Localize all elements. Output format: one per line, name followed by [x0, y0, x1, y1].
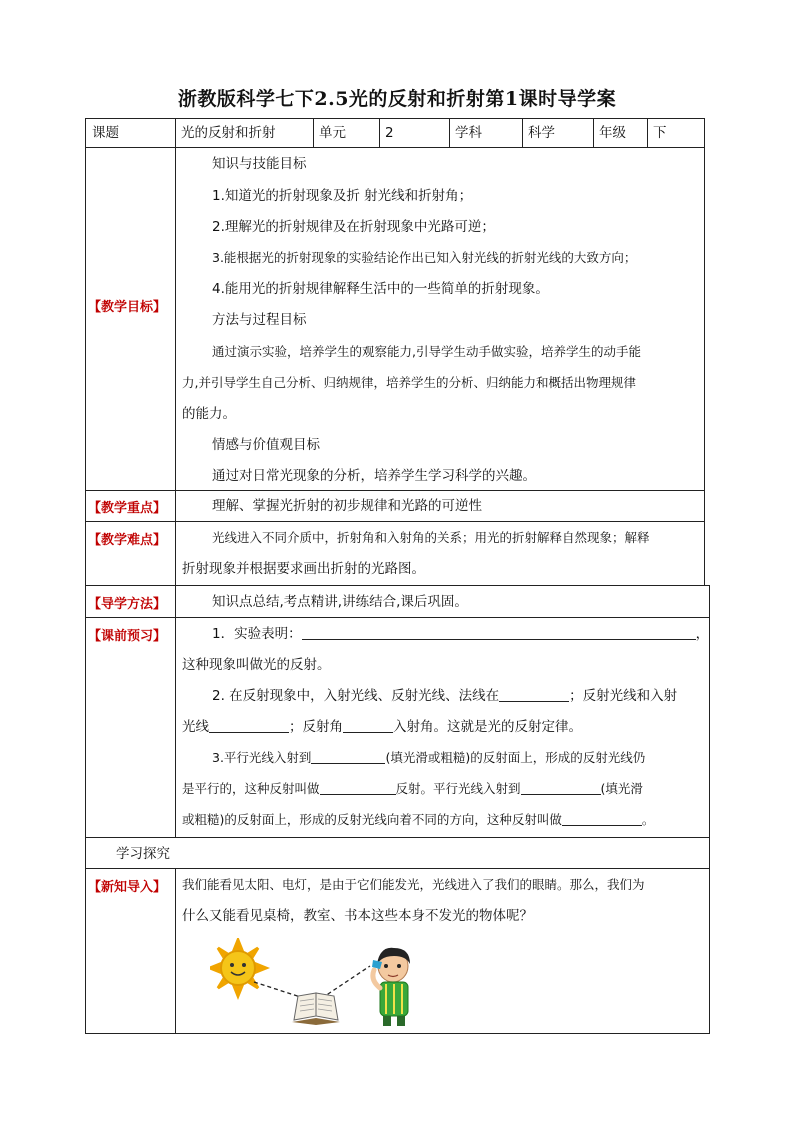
v-line: [593, 118, 594, 147]
preview-text: 2. 在反射现象中，入射光线、反射光线、法线在: [212, 688, 500, 704]
preview-text: (填光滑: [600, 781, 643, 796]
unit-key: 单元: [319, 125, 346, 141]
goals-line: 3.能根据光的折射现象的实验结论作出已知入射光线的折射光线的大致方向；: [212, 250, 637, 265]
discipline-key: 学科: [455, 125, 482, 141]
answer-blank[interactable]: [311, 749, 385, 764]
h-line: [85, 147, 704, 148]
answer-blank[interactable]: [320, 780, 396, 795]
preview-q2-cont: [182, 718, 582, 736]
v-line: [313, 118, 314, 147]
v-line: [704, 118, 705, 585]
sun-icon: [210, 940, 266, 996]
answer-blank[interactable]: [302, 625, 696, 640]
method-label: 【导学方法】: [88, 597, 167, 612]
goals-line: 1.知道光的折射现象及折 射光线和折射角；: [212, 188, 473, 204]
goals-line: 知识与技能目标: [212, 156, 307, 172]
goals-line: 的能力。: [182, 406, 236, 422]
goals-line: 情感与价值观目标: [212, 437, 320, 453]
answer-blank[interactable]: [562, 811, 642, 826]
goals-line: 4.能用光的折射规律解释生活中的一些简单的折射现象。: [212, 281, 549, 297]
preview-q3: [212, 749, 645, 767]
h-line: [85, 118, 704, 119]
goals-line: 通过演示实验，培养学生的观察能力,引导学生动手做实验，培养学生的动手能: [212, 344, 641, 359]
goals-line: 力,并引导学生自己分析、归纳规律，培养学生的分析、归纳能力和概括出物理规律: [182, 375, 636, 390]
h-line: [85, 585, 710, 586]
v-line: [175, 868, 176, 1034]
preview-text: 是平行的，这种反射叫做: [182, 781, 320, 796]
preview-text: 1．实验表明：: [212, 626, 302, 642]
answer-blank[interactable]: [521, 780, 601, 795]
h-line: [85, 868, 710, 869]
unit-value: 2: [385, 125, 394, 141]
v-line: [85, 118, 86, 1034]
v-line: [379, 118, 380, 147]
v-line: [449, 118, 450, 147]
preview-q1: [212, 625, 709, 643]
difficulty-line: 折射现象并根据要求画出折射的光路图。: [182, 561, 425, 577]
preview-q3-cont: [182, 780, 643, 798]
preview-text: 。: [641, 812, 655, 827]
preview-text: ；反射角: [289, 719, 343, 735]
h-line: [85, 490, 704, 491]
goals-line: 通过对日常光现象的分析，培养学生学习科学的兴趣。: [212, 468, 536, 484]
preview-q2: [212, 687, 677, 705]
answer-blank[interactable]: [343, 718, 393, 733]
v-line: [175, 118, 176, 837]
key-text: 理解、掌握光折射的初步规律和光路的可逆性: [212, 498, 482, 514]
goals-label: 【教学目标】: [88, 300, 167, 315]
preview-label: 【课前预习】: [88, 629, 167, 644]
h-line: [85, 617, 710, 618]
preview-text: (填光滑或粗糙)的反射面上，形成的反射光线仍: [385, 750, 646, 765]
answer-blank[interactable]: [209, 718, 289, 733]
v-line: [522, 118, 523, 147]
difficulty-label: 【教学难点】: [88, 533, 167, 548]
page-title: 浙教版科学七下2.5光的反射和折射第1课时导学案: [177, 88, 617, 110]
difficulty-line: 光线进入不同介质中，折射角和入射角的关系；用光的折射解释自然现象；解释: [212, 530, 650, 545]
discipline-value: 科学: [528, 125, 555, 141]
subject-key: 课题: [92, 125, 119, 141]
preview-text: 反射。平行光线入射到: [395, 781, 521, 796]
preview-q1-cont: 这种现象叫做光的反射。: [182, 657, 331, 673]
preview-text: 入射角。这就是光的反射定律。: [393, 719, 582, 735]
preview-text: ；反射光线和入射: [569, 688, 678, 704]
preview-text: ，: [695, 626, 710, 642]
v-line: [709, 585, 710, 1034]
reflection-illustration: [210, 938, 420, 1028]
answer-blank[interactable]: [499, 687, 569, 702]
preview-q3-cont2: [182, 811, 654, 829]
goals-line: 2.理解光的折射规律及在折射现象中光路可逆；: [212, 219, 495, 235]
intro-line: 我们能看见太阳、电灯，是由于它们能发光，光线进入了我们的眼睛。那么，我们为: [182, 877, 645, 892]
grade-key: 年级: [599, 125, 626, 141]
explore-heading: 学习探究: [116, 846, 170, 862]
intro-label: 【新知导入】: [88, 880, 167, 895]
h-line: [85, 521, 704, 522]
subject-value: 光的反射和折射: [181, 125, 276, 141]
method-text: 知识点总结,考点精讲,讲练结合,课后巩固。: [212, 594, 468, 610]
h-line: [85, 1033, 710, 1034]
boy-icon: [372, 948, 410, 1026]
h-line: [85, 837, 710, 838]
intro-line: 什么又能看见桌椅，教室、书本这些本身不发光的物体呢？: [182, 908, 533, 924]
grade-value: 下: [653, 125, 667, 141]
key-label: 【教学重点】: [88, 501, 167, 516]
preview-text: 3.平行光线入射到: [212, 750, 312, 765]
goals-line: 方法与过程目标: [212, 312, 307, 328]
book-icon: [292, 993, 340, 1025]
preview-text: 光线: [182, 719, 209, 735]
preview-text: 或粗糙)的反射面上，形成的反射光线向着不同的方向，这种反射叫做: [182, 812, 562, 827]
v-line: [647, 118, 648, 147]
